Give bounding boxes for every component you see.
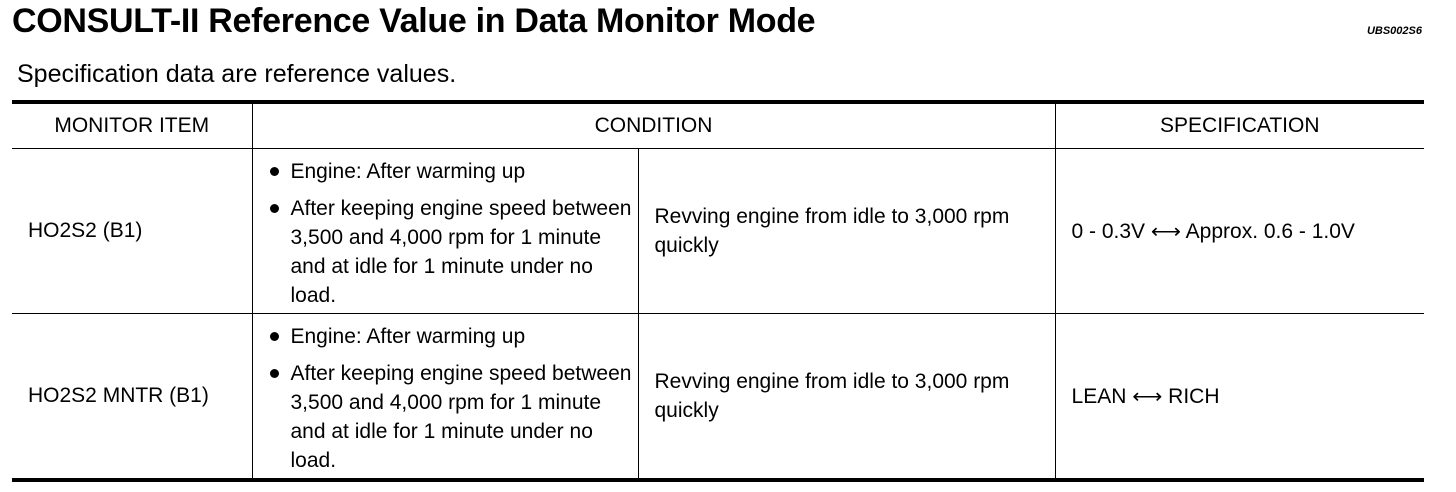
condition-bullet: After keeping engine speed between 3,500 and 4,000 rpm for 1 minute and at idle for 1 minute under no load. [267, 194, 638, 310]
page-subtitle: Specification data are reference values. [17, 60, 457, 88]
specification-cell: 0 - 0.3V ⟷ Approx. 0.6 - 1.0V [1055, 149, 1424, 314]
monitor-item-cell: HO2S2 (B1) [12, 149, 252, 314]
condition-bullet: Engine: After warming up [267, 322, 638, 351]
condition-bullet: After keeping engine speed between 3,500 and 4,000 rpm for 1 minute and at idle for 1 minute under no load. [267, 359, 638, 475]
table-header-row [12, 102, 1424, 149]
condition-bullet: Engine: After warming up [267, 157, 638, 186]
specification-cell: LEAN ⟷ RICH [1055, 314, 1424, 481]
document-code: UBS002S6 [1366, 25, 1422, 37]
condition-cell [252, 314, 638, 481]
condition-cell [252, 149, 638, 314]
condition-list [253, 318, 638, 475]
header-specification: SPECIFICATION [1055, 102, 1424, 149]
reference-value-table [12, 100, 1424, 482]
condition-list [253, 153, 638, 310]
table-row [12, 149, 1424, 314]
header-condition: CONDITION [252, 102, 1055, 149]
table-row [12, 314, 1424, 481]
page-title: CONSULT-II Reference Value in Data Monitor Mode [12, 2, 816, 40]
monitor-item-cell: HO2S2 MNTR (B1) [12, 314, 252, 481]
action-cell: Revving engine from idle to 3,000 rpm quickly [638, 314, 1055, 481]
header-monitor-item: MONITOR ITEM [12, 102, 252, 149]
action-cell: Revving engine from idle to 3,000 rpm quickly [638, 149, 1055, 314]
